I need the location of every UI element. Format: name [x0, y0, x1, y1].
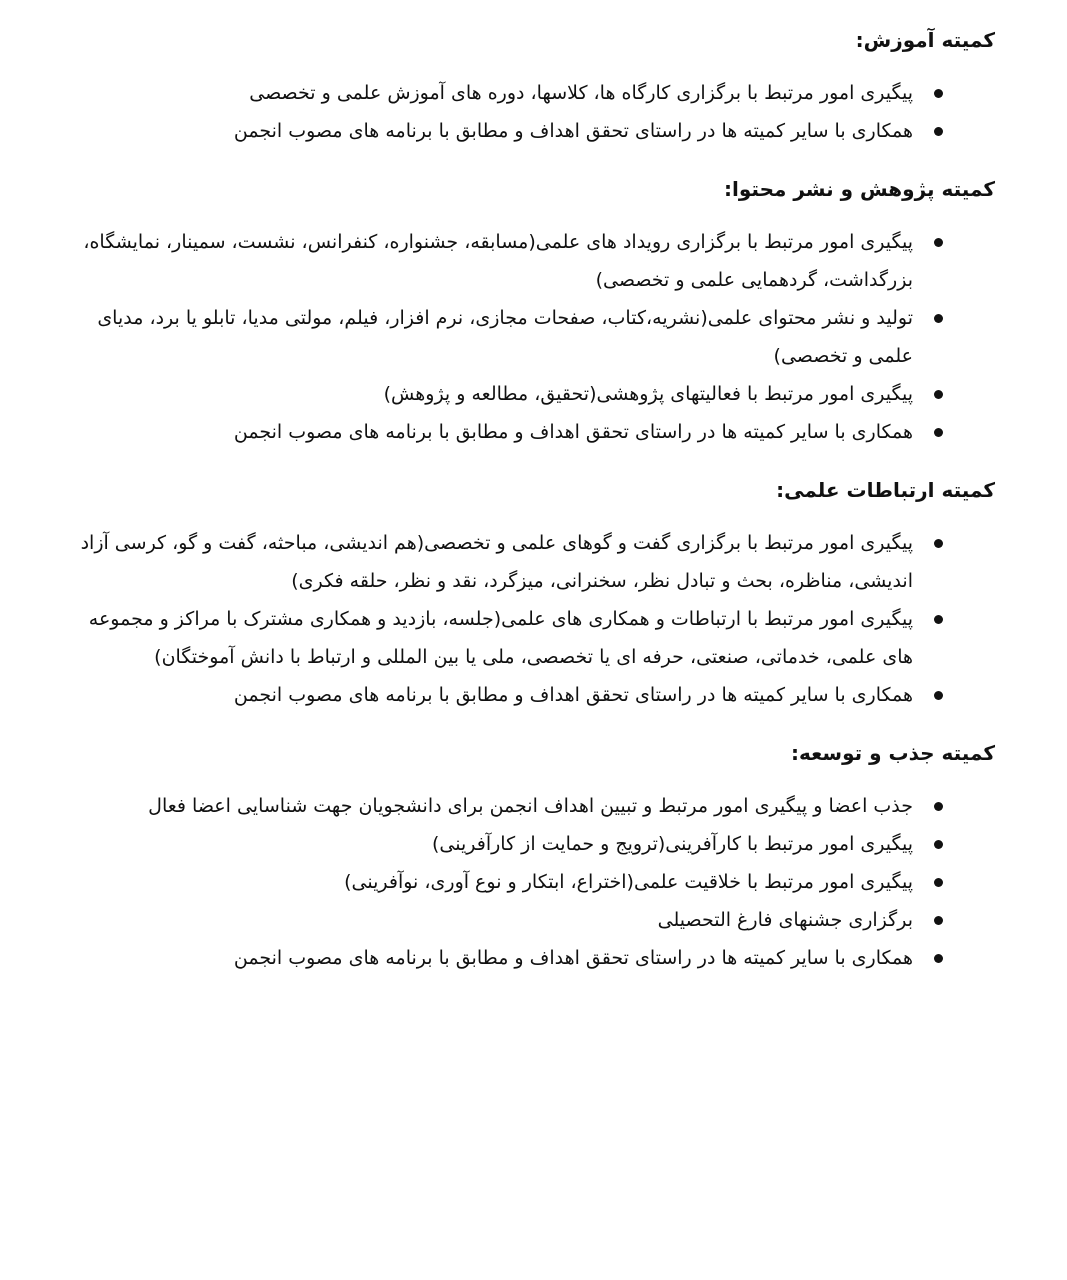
- list-item: [65, 413, 995, 451]
- list-item: [65, 787, 995, 825]
- bullet-icon: [934, 840, 943, 849]
- list-item: [65, 600, 995, 676]
- bullet-icon: [934, 615, 943, 624]
- list-item: [65, 939, 995, 977]
- document-page: [65, 18, 995, 994]
- list-item-text: پیگیری امور مرتبط با کارآفرینی(ترویج و حمایت از کارآفرینی): [431, 833, 913, 855]
- bullet-icon: [934, 916, 943, 925]
- list-item-text: تولید و نشر محتوای علمی(نشریه،کتاب، صفحات مجازی، نرم افزار، فیلم، مولتی مدیا، تابلو یا برد، مدیای علمی و تخصصی): [97, 307, 913, 367]
- list-item-text: پیگیری امور مرتبط با برگزاری گفت و گوهای علمی و تخصصی(هم اندیشی، مباحثه، گفت و گو، کرسی آزاد اندیشی، مناظره، بحث و تبادل نظر، سخنرانی، میزگرد، نقد و نظر، حلقه فکری): [80, 532, 913, 592]
- bullet-icon: [934, 878, 943, 887]
- list-item-text: همکاری با سایر کمیته ها در راستای تحقق اهداف و مطابق با برنامه های مصوب انجمن: [233, 684, 913, 706]
- list-item-text: پیگیری امور مرتبط با فعالیتهای پژوهشی(تحقیق، مطالعه و پژوهش): [383, 383, 913, 405]
- list-item: [65, 375, 995, 413]
- list-item-text: برگزاری جشنهای فارغ التحصیلی: [657, 909, 913, 931]
- list-item: [65, 223, 995, 299]
- list-item: [65, 901, 995, 939]
- list-item: [65, 299, 995, 375]
- bullet-icon: [934, 802, 943, 811]
- section-education-committee: [65, 18, 995, 150]
- section-research-committee: [65, 167, 995, 451]
- list-item-text: همکاری با سایر کمیته ها در راستای تحقق اهداف و مطابق با برنامه های مصوب انجمن: [233, 947, 913, 969]
- bullet-icon: [934, 127, 943, 136]
- section-scientific-relations-committee: [65, 468, 995, 714]
- section-title: کمیته پژوهش و نشر محتوا:: [724, 177, 995, 201]
- bullet-icon: [934, 314, 943, 323]
- bullet-icon: [934, 539, 943, 548]
- section-title: کمیته ارتباطات علمی:: [776, 478, 995, 502]
- section-title: کمیته آموزش:: [855, 28, 995, 52]
- list-item: [65, 74, 995, 112]
- list-item-text: پیگیری امور مرتبط با ارتباطات و همکاری های علمی(جلسه، بازدید و همکاری مشترک با مراکز و مجموعه های علمی، خدماتی، صنعتی، حرفه ای یا تخصصی، ملی یا بین المللی و ارتباط با دانش آموختگان): [88, 608, 913, 668]
- list-item: [65, 863, 995, 901]
- bullet-icon: [934, 954, 943, 963]
- bullet-icon: [934, 89, 943, 98]
- bullet-list: [65, 787, 995, 977]
- bullet-list: [65, 74, 995, 150]
- list-item-text: پیگیری امور مرتبط با خلاقیت علمی(اختراع، ابتکار و نوع آوری، نوآفرینی): [344, 871, 913, 893]
- bullet-icon: [934, 238, 943, 247]
- bullet-list: [65, 524, 995, 714]
- section-recruitment-committee: [65, 731, 995, 977]
- section-title: کمیته جذب و توسعه:: [790, 741, 995, 765]
- list-item: [65, 676, 995, 714]
- bullet-list: [65, 223, 995, 451]
- list-item-text: جذب اعضا و پیگیری امور مرتبط و تبیین اهداف انجمن برای دانشجویان جهت شناسایی اعضا فعال: [148, 795, 913, 817]
- list-item-text: همکاری با سایر کمیته ها در راستای تحقق اهداف و مطابق با برنامه های مصوب انجمن: [233, 120, 913, 142]
- list-item: [65, 524, 995, 600]
- bullet-icon: [934, 390, 943, 399]
- list-item-text: پیگیری امور مرتبط با برگزاری کارگاه ها، کلاسها، دوره های آموزش علمی و تخصصی: [249, 82, 913, 104]
- list-item: [65, 825, 995, 863]
- list-item-text: همکاری با سایر کمیته ها در راستای تحقق اهداف و مطابق با برنامه های مصوب انجمن: [233, 421, 913, 443]
- bullet-icon: [934, 691, 943, 700]
- bullet-icon: [934, 428, 943, 437]
- list-item-text: پیگیری امور مرتبط با برگزاری رویداد های علمی(مسابقه، جشنواره، کنفرانس، نشست، سمینار، نمایشگاه، بزرگداشت، گردهمایی علمی و تخصصی): [83, 231, 913, 291]
- list-item: [65, 112, 995, 150]
